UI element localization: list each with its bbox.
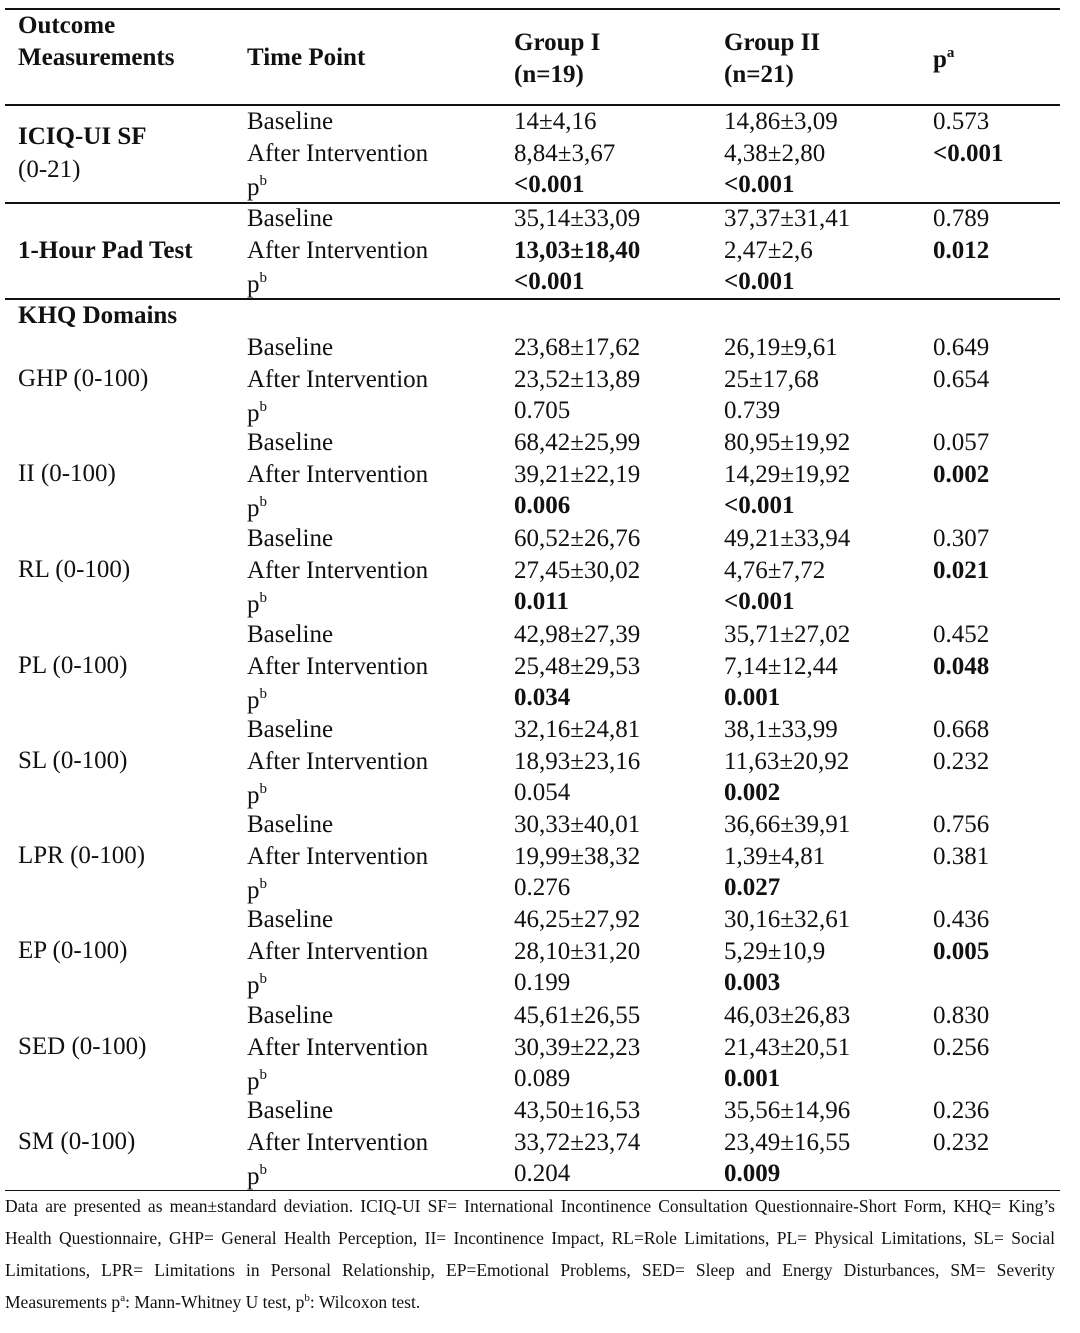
group-2-value: <0.001 [724,492,795,520]
row-label: II (0-100) [18,459,116,487]
group-1-value: 0.199 [514,969,571,997]
group-2-value: 14,29±19,92 [724,460,851,488]
p-value-mann-whitney: 0.668 [933,716,990,743]
group-1-value: 14±4,16 [514,108,597,135]
group-2-value: 0.001 [724,1065,781,1093]
group-1-value: 33,72±23,74 [514,1128,641,1156]
group-1-value: 68,42±25,99 [514,429,641,456]
p-value-mann-whitney: 0.002 [933,460,990,488]
row-label: GHP (0-100) [18,364,149,392]
group-1-value: 23,52±13,89 [514,365,641,393]
time-point-baseline: Baseline [247,1097,334,1124]
header-group-1 [514,27,600,91]
group-2-value: 0.003 [724,969,781,997]
header-group-2-name: Group II [724,29,821,56]
p-value-mann-whitney: 0.005 [933,937,990,965]
p-value-mann-whitney: <0.001 [933,139,1004,167]
group-2-value: 26,19±9,61 [724,334,838,361]
time-point-baseline: Baseline [247,525,334,552]
group-2-value: 0.739 [724,397,781,425]
group-2-value: 11,63±20,92 [724,747,850,775]
footnote-sup-a: a [120,1292,126,1304]
time-point-p-wilcoxon: $p^b$ [247,590,267,619]
group-1-value: 39,21±22,19 [514,460,641,488]
group-2-value: 25±17,68 [724,365,819,393]
time-point-after: After Intervention [247,937,429,965]
group-1-value: 25,48±29,53 [514,652,641,680]
header-group-2-n: (n=21) [724,61,794,88]
p-value-mann-whitney: 0.573 [933,108,990,135]
header-group-1-n: (n=19) [514,61,584,88]
time-point-baseline: Baseline [247,205,334,232]
group-1-value: 46,25±27,92 [514,906,641,933]
p-value-mann-whitney: 0.830 [933,1002,990,1029]
section-icq-range: (0-21) [18,156,81,183]
group-2-value: 4,76±7,72 [724,556,826,584]
p-value-mann-whitney: 0.654 [933,365,990,393]
p-value-mann-whitney: 0.048 [933,652,990,680]
group-1-value: 30,39±22,23 [514,1033,641,1061]
header-outcome: Outcome Measurements [18,12,175,71]
time-point-p-wilcoxon: $p^b$ [247,781,267,810]
group-2-value: 0.009 [724,1160,781,1188]
p-value-mann-whitney: 0.649 [933,334,990,361]
time-point-p-wilcoxon: $p^b$ [247,686,267,715]
group-1-value: 32,16±24,81 [514,716,641,743]
group-2-value: 5,29±10,9 [724,937,826,965]
time-point-after: After Intervention [247,365,429,393]
time-point-p-wilcoxon: $p^b$ [247,494,267,523]
time-point-p-wilcoxon: $p^b$ [247,399,267,428]
group-2-value: <0.001 [724,588,795,616]
group-2-value: 37,37±31,41 [724,205,851,232]
group-1-value: 0.204 [514,1160,571,1188]
group-1-value: 0.089 [514,1065,571,1093]
group-2-value: 36,66±39,91 [724,811,851,838]
group-2-value: 7,14±12,44 [724,652,838,680]
group-2-value: <0.001 [724,171,795,199]
header-group-2 [724,27,820,91]
p-value-mann-whitney: 0.452 [933,621,990,648]
time-point-baseline: Baseline [247,108,334,135]
group-1-value: 35,14±33,09 [514,205,641,232]
group-2-value: 2,47±2,6 [724,236,813,264]
p-value-mann-whitney: 0.756 [933,811,990,838]
group-1-value: 0.006 [514,492,571,520]
time-point-after: After Intervention [247,236,429,264]
group-1-value: 19,99±38,32 [514,842,641,870]
p-value-mann-whitney: 0.789 [933,205,990,232]
row-label: RL (0-100) [18,555,131,583]
time-point-after: After Intervention [247,139,429,167]
group-2-value: 49,21±33,94 [724,525,851,552]
group-2-value: 14,86±3,09 [724,108,838,135]
group-1-value: 28,10±31,20 [514,937,641,965]
group-2-value: 30,16±32,61 [724,906,851,933]
row-label: SL (0-100) [18,746,128,774]
time-point-after: After Intervention [247,842,429,870]
row-label: LPR (0-100) [18,841,146,869]
section-pad-title: 1-Hour Pad Test [18,237,193,264]
group-1-value: 23,68±17,62 [514,334,641,361]
p-value-mann-whitney: 0.436 [933,906,990,933]
time-point-p-wilcoxon: $p^b$ [247,971,267,1000]
time-point-after: After Intervention [247,652,429,680]
p-value-mann-whitney: 0.021 [933,556,990,584]
p-value-mann-whitney: 0.236 [933,1097,990,1124]
row-label: SED (0-100) [18,1032,147,1060]
header-time-point: Time Point [247,44,366,71]
group-1-value: 45,61±26,55 [514,1002,641,1029]
footnote-sup-b: b [304,1292,310,1304]
row-label: SM (0-100) [18,1127,136,1155]
header-bottom-rule [5,104,1060,106]
group-1-value: 0.011 [514,588,569,616]
group-2-value: 4,38±2,80 [724,139,826,167]
time-point-p-wilcoxon: $p^b$ [247,876,267,905]
p-value-mann-whitney: 0.012 [933,236,990,264]
group-2-value: 46,03±26,83 [724,1002,851,1029]
time-point-p-wilcoxon: $p^b$ [247,1162,267,1191]
group-2-value: 1,39±4,81 [724,842,826,870]
group-2-value: 38,1±33,99 [724,716,838,743]
header-group-1-name: Group I [514,29,601,56]
time-point-baseline: Baseline [247,1002,334,1029]
p-value-mann-whitney: 0.381 [933,842,990,870]
header-p-value: $p^a$ [933,45,955,73]
group-1-value: <0.001 [514,268,585,296]
time-point-after: After Intervention [247,1128,429,1156]
time-point-after: After Intervention [247,1033,429,1061]
group-2-value: 80,95±19,92 [724,429,851,456]
group-2-value: 0.001 [724,684,781,712]
time-point-after: After Intervention [247,747,429,775]
section-icq-title: ICIQ-UI SF [18,123,147,150]
group-1-value: <0.001 [514,171,585,199]
p-value-mann-whitney: 0.232 [933,1128,990,1156]
group-1-value: 8,84±3,67 [514,139,616,167]
p-value-mann-whitney: 0.307 [933,525,990,552]
group-1-value: 27,45±30,02 [514,556,641,584]
footnote-text-2: : Mann-Whitney U test, p [125,1292,305,1312]
group-1-value: 30,33±40,01 [514,811,641,838]
group-1-value: 43,50±16,53 [514,1097,641,1124]
group-1-value: 60,52±26,76 [514,525,641,552]
group-1-value: 0.276 [514,874,571,902]
time-point-baseline: Baseline [247,906,334,933]
p-value-mann-whitney: 0.057 [933,429,990,456]
section-khq-title: KHQ Domains [18,302,178,329]
group-1-value: 13,03±18,40 [514,236,641,264]
group-1-value: 0.705 [514,397,571,425]
section-rule-pad [5,298,1060,300]
footnote-text-3: : Wilcoxon test. [309,1292,421,1312]
group-1-value: 0.054 [514,779,571,807]
time-point-baseline: Baseline [247,811,334,838]
row-label: PL (0-100) [18,651,128,679]
group-2-value: 23,49±16,55 [724,1128,851,1156]
group-2-value: 21,43±20,51 [724,1033,851,1061]
group-2-value: 35,71±27,02 [724,621,851,648]
group-2-value: <0.001 [724,268,795,296]
group-1-value: 18,93±23,16 [514,747,641,775]
row-label: EP (0-100) [18,936,128,964]
time-point-baseline: Baseline [247,334,334,361]
time-point-baseline: Baseline [247,716,334,743]
time-point-baseline: Baseline [247,429,334,456]
group-2-value: 0.002 [724,779,781,807]
group-2-value: 35,56±14,96 [724,1097,851,1124]
time-point-p-wilcoxon: $p^b$ [247,1067,267,1096]
table-footnote [5,1190,1055,1318]
time-point-after: After Intervention [247,460,429,488]
p-value-mann-whitney: 0.232 [933,747,990,775]
group-1-value: 0.034 [514,684,571,712]
group-1-value: 42,98±27,39 [514,621,641,648]
time-point-p-wilcoxon: $p^b$ [247,270,267,299]
time-point-p-wilcoxon: $p^b$ [247,173,267,202]
group-2-value: 0.027 [724,874,781,902]
p-value-mann-whitney: 0.256 [933,1033,990,1061]
footnote-text-1: Data are presented as mean±standard deviation. ICIQ-UI SF= International Incontinence Consultation Questionnaire-Short Form, KHQ= King’s Health Questionnaire, GHP= General Health Perception, II= Incontinence Impact, RL=Role Limitations, PL= Physical Limitations, SL= Social Limitations, LPR= Limitations in Personal Relationship, EP=Emotional Problems, SED= Sleep and Energy Disturbances, SM= Severity Measurements p [5,1196,1055,1312]
time-point-baseline: Baseline [247,621,334,648]
time-point-after: After Intervention [247,556,429,584]
